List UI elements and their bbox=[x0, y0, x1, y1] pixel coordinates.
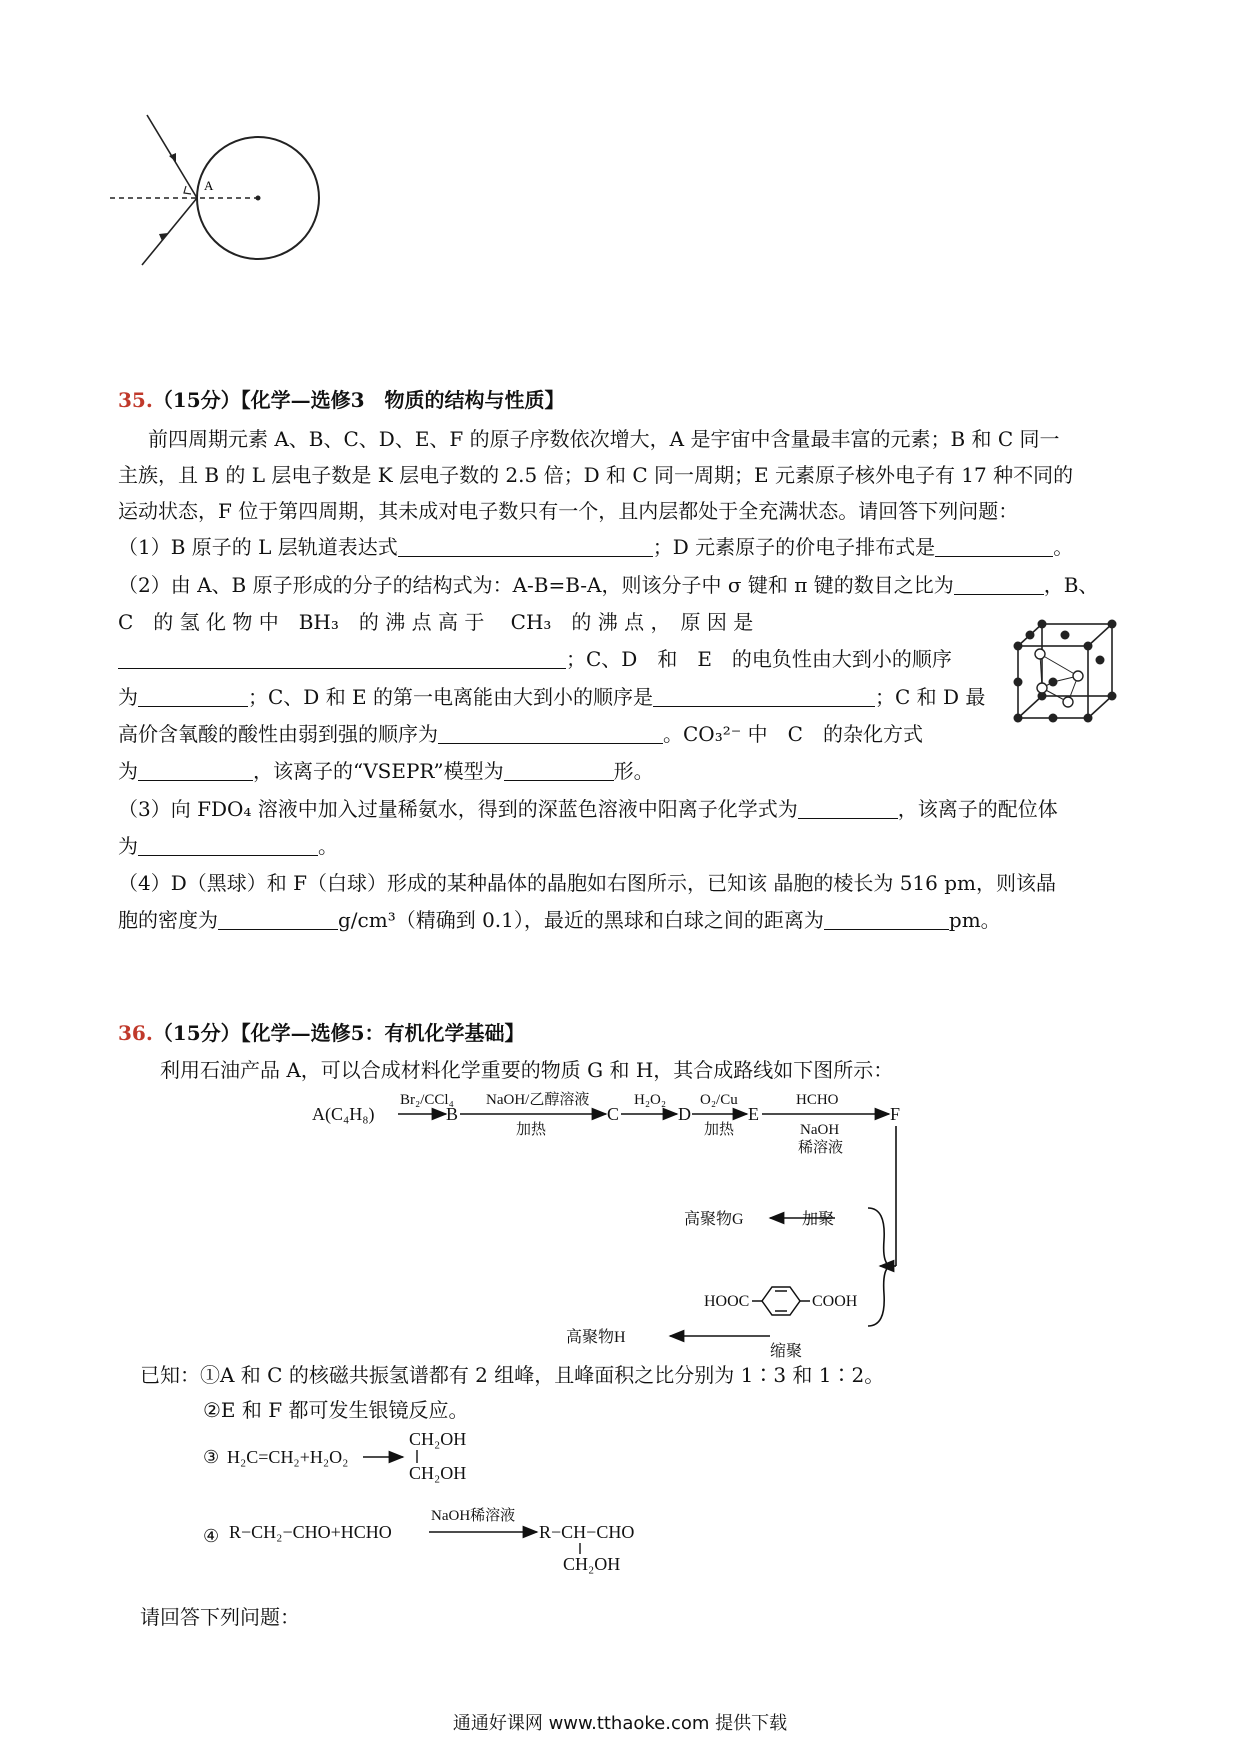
point-label-a: A bbox=[204, 178, 214, 193]
answer-blank-orbital[interactable] bbox=[398, 536, 653, 557]
q35-part2-line2: C 的 氢 化 物 中 BH₃ 的 沸 点 高 于 CH₃ 的 沸 点 ， 原 因 是 bbox=[118, 610, 754, 634]
q35-number: 35. bbox=[118, 388, 153, 412]
reagent-4: O₂/Cu bbox=[700, 1092, 738, 1108]
polymer-h: 高聚物H bbox=[566, 1329, 626, 1346]
compound-b: B bbox=[446, 1104, 459, 1124]
q35-p4-end: pm。 bbox=[948, 908, 1001, 932]
compound-c: C bbox=[607, 1104, 620, 1124]
reaction-4-condition: NaOH稀溶液 bbox=[431, 1508, 516, 1524]
compound-d: D bbox=[678, 1104, 691, 1124]
q35-p2-text-h: 高价含氧酸的酸性由弱到强的顺序为 bbox=[118, 722, 438, 746]
reaction-4 bbox=[203, 1500, 683, 1580]
q36-intro: 利用石油产品 A，可以合成材料化学重要的物质 G 和 H，其合成路线如下图所示： bbox=[160, 1058, 894, 1082]
reaction-3-left: H₂C=CH₂+H₂O₂ bbox=[227, 1447, 349, 1467]
q35-intro-1: 前四周期元素 A、B、C、D、E、F 的原子序数依次增大，A 是宇宙中含量最丰富的元素；B 和 C 同一 bbox=[148, 427, 1060, 451]
q35-p4-text-b: 胞的密度为 bbox=[118, 908, 218, 932]
ask-line: 请回答下列问题： bbox=[140, 1605, 300, 1629]
q35-part4-line1: （4）D（黑球）和 F（白球）形成的某种晶体的晶胞如右图所示，已知该 晶胞的棱长为 516 pm，则该晶 bbox=[118, 871, 1057, 895]
acid-left: HOOC bbox=[704, 1293, 750, 1310]
q35-part3-line2 bbox=[118, 833, 338, 859]
answer-blank-reason[interactable] bbox=[118, 648, 566, 669]
known-label: 已知： bbox=[140, 1363, 200, 1387]
reaction-4-num: ④ bbox=[203, 1526, 220, 1546]
q35-p3-text: （3）向 FDO₄ 溶液中加入过量稀氨水，得到的深蓝色溶液中阳离子化学式为 bbox=[118, 797, 798, 821]
center-point bbox=[256, 196, 261, 201]
q35-title: （15分）【化学—选修3 物质的结构与性质】 bbox=[152, 388, 565, 412]
answer-blank-distance[interactable] bbox=[824, 909, 949, 930]
compound-e: E bbox=[748, 1104, 759, 1124]
brace bbox=[868, 1208, 892, 1326]
answer-blank-ionization[interactable] bbox=[653, 686, 875, 707]
reaction-4-product: R−CH−CHO bbox=[539, 1522, 635, 1542]
q35-p2-text-f: ；C、D 和 E 的第一电离能由大到小的顺序是 bbox=[248, 685, 654, 709]
answer-blank-valence[interactable] bbox=[935, 536, 1053, 557]
page-footer: 通通好课网 www.tthaoke.com 提供下载 bbox=[452, 1713, 788, 1734]
reaction-3 bbox=[203, 1425, 503, 1491]
reagent-5-base: NaOH bbox=[800, 1122, 840, 1138]
benzene-ring-icon bbox=[752, 1287, 810, 1315]
q35-part2-line3 bbox=[118, 646, 952, 672]
q36-number: 36. bbox=[118, 1021, 153, 1045]
condensation-polymerization: 缩聚 bbox=[770, 1343, 803, 1360]
reagent-1: Br₂/CCl₄ bbox=[400, 1092, 454, 1108]
reaction-3-top: CH₂OH bbox=[409, 1429, 467, 1449]
crystal-cell-figure bbox=[1012, 618, 1120, 728]
reaction-3-num: ③ bbox=[203, 1447, 220, 1467]
reagent-4-cond: 加热 bbox=[704, 1122, 735, 1138]
answer-blank-bond-ratio[interactable] bbox=[954, 574, 1044, 595]
q35-part1 bbox=[118, 534, 1073, 560]
q35-part2-line5 bbox=[118, 721, 923, 747]
q35-intro-3: 运动状态，F 位于第四周期，其未成对电子数只有一个，且内层都处于全充满状态。请回答下列问题： bbox=[118, 499, 1019, 523]
q35-p2-text: （2）由 A、B 原子形成的分子的结构式为：A-B=B-A，则该分子中 σ 键和 π 键的数目之比为 bbox=[118, 573, 954, 597]
refracted-ray bbox=[142, 198, 197, 265]
q35-p2-text-i: 。CO₃²⁻ 中 C 的杂化方式 bbox=[663, 722, 923, 746]
q35-p1-end: 。 bbox=[1053, 535, 1074, 559]
acid-right: COOH bbox=[812, 1293, 858, 1310]
q35-part2-line4 bbox=[118, 684, 985, 710]
reagent-5-cond: 稀溶液 bbox=[798, 1140, 844, 1156]
q35-p2-text-b: ，B、 bbox=[1043, 573, 1099, 597]
q35-part4-line2 bbox=[118, 907, 1001, 933]
compound-a: A(C₄H₈) bbox=[312, 1104, 375, 1124]
reaction-4-substituent: CH₂OH bbox=[563, 1554, 621, 1574]
q35-part2-line6 bbox=[118, 758, 654, 784]
answer-blank-electronegativity[interactable] bbox=[138, 686, 248, 707]
q35-p4-text-c: g/cm³（精确到 0.1），最近的黑球和白球之间的距离为 bbox=[338, 908, 824, 932]
addition-polymerization: 加聚 bbox=[802, 1211, 835, 1228]
optics-figure bbox=[110, 110, 370, 280]
q35-p2-text-g: ；C 和 D 最 bbox=[875, 685, 986, 709]
answer-blank-cation[interactable] bbox=[798, 798, 898, 819]
q35-p2-text-j: 为 bbox=[118, 759, 138, 783]
reagent-3: H₂O₂ bbox=[634, 1092, 667, 1108]
q36-heading bbox=[118, 1020, 525, 1046]
q35-p1-text2: ；D 元素原子的价电子排布式是 bbox=[652, 535, 936, 559]
reaction-3-bottom: CH₂OH bbox=[409, 1463, 467, 1483]
reagent-5: HCHO bbox=[796, 1092, 839, 1108]
q35-p2-text-l: 形。 bbox=[613, 759, 654, 783]
known-2: ②E 和 F 都可发生银镜反应。 bbox=[203, 1398, 469, 1422]
answer-blank-hybridization[interactable] bbox=[138, 760, 253, 781]
reaction-4-left: R−CH₂−CHO+HCHO bbox=[229, 1522, 392, 1542]
reagent-2-cond: 加热 bbox=[516, 1122, 547, 1138]
q35-p1-text: （1）B 原子的 L 层轨道表达式 bbox=[118, 535, 398, 559]
answer-blank-density[interactable] bbox=[218, 909, 338, 930]
synthesis-scheme bbox=[300, 1090, 920, 1360]
q36-title: （15分）【化学—选修5：有机化学基础】 bbox=[152, 1021, 525, 1045]
q35-p3-text-b: ，该离子的配位体 bbox=[897, 797, 1058, 821]
q35-p2-text-k: ，该离子的“VSEPR”模型为 bbox=[253, 759, 504, 783]
q35-part2-line1 bbox=[118, 572, 1098, 598]
known-1-text: ①A 和 C 的核磁共振氢谱都有 2 组峰，且峰面积之比分别为 1∶3 和 1∶2。 bbox=[200, 1363, 885, 1387]
known-1 bbox=[140, 1362, 884, 1388]
answer-blank-vsepr[interactable] bbox=[504, 760, 614, 781]
q35-p3-end: 。 bbox=[318, 834, 338, 858]
q35-p2-text-d: ；C、D 和 E 的电负性由大到小的顺序 bbox=[566, 647, 952, 671]
q35-heading bbox=[118, 387, 565, 413]
polymer-g: 高聚物G bbox=[684, 1211, 744, 1228]
reagent-2: NaOH/乙醇溶液 bbox=[486, 1092, 590, 1108]
answer-blank-acidity[interactable] bbox=[438, 723, 663, 744]
q35-intro-2: 主族，且 B 的 L 层电子数是 K 层电子数的 2.5 倍；D 和 C 同一周期；E 元素原子核外电子有 17 种不同的 bbox=[118, 463, 1074, 487]
q35-part3-line1 bbox=[118, 796, 1058, 822]
q35-p2-text-e: 为 bbox=[118, 685, 138, 709]
answer-blank-ligand[interactable] bbox=[138, 835, 318, 856]
compound-f: F bbox=[890, 1104, 901, 1124]
q35-p3-text-c: 为 bbox=[118, 834, 138, 858]
